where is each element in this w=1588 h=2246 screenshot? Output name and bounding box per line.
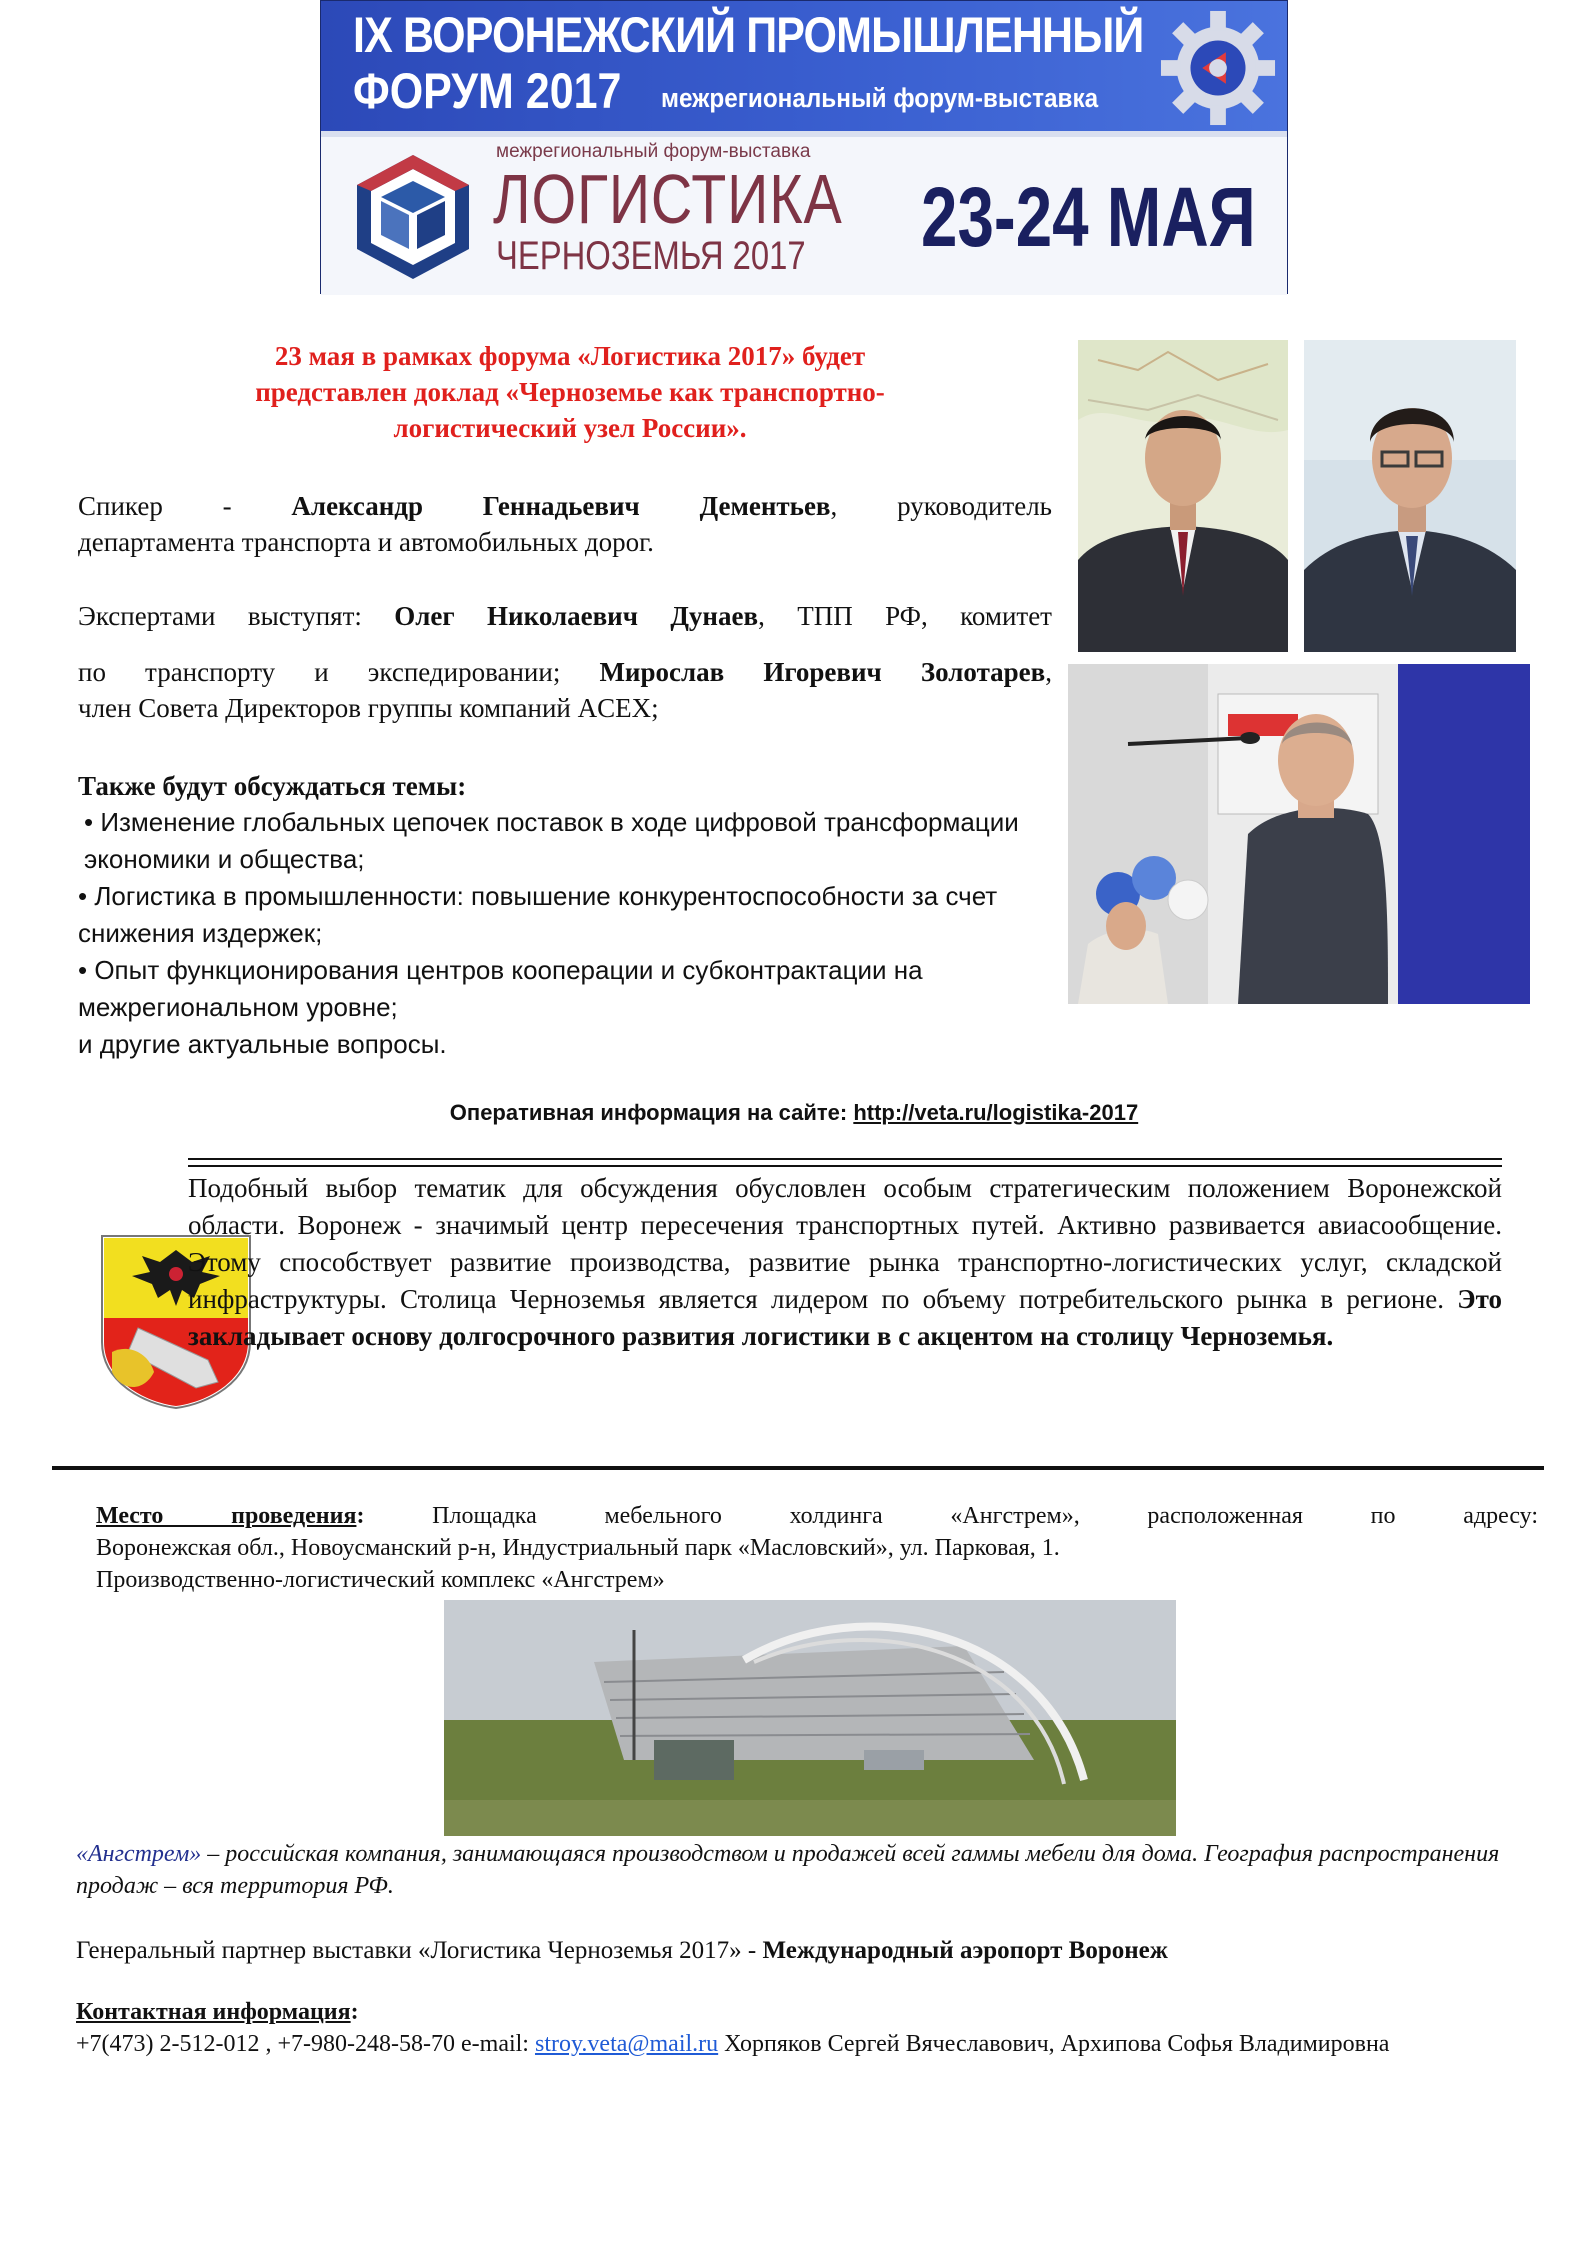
expert-name-1: Олег Николаевич Дунаев (394, 601, 759, 631)
partner-text: Генеральный партнер выставки «Логистика Черноземья 2017» - (76, 1937, 763, 1964)
venue-label: Место проведения (96, 1503, 357, 1529)
speaker-line1 (78, 488, 1052, 524)
company-description (76, 1838, 1516, 1902)
photo-speaker-at-podium (1068, 664, 1530, 1004)
venue-line2: Воронежская обл., Новоусманский р-н, Индустриальный парк «Масловский», ул. Парковая, 1. (96, 1535, 1060, 1561)
double-rule-divider (188, 1158, 1502, 1167)
company-text: – российская компания, занимающаяся производством и продажей всей гаммы мебели для дома. География распространения продаж – вся территория РФ. (76, 1841, 1500, 1899)
topic-item-1: • Изменение глобальных цепочек поставок в ходе цифровой трансформации экономики и общества; (84, 807, 1019, 874)
photo-angstrem-complex (444, 1600, 1176, 1836)
site-info-label: Оперативная информация на сайте: (449, 1100, 854, 1125)
banner-title-line1: IX ВОРОНЕЖСКИЙ ПРОМЫШЛЕННЫЙ (353, 7, 1144, 63)
banner-title-line2: ФОРУМ 2017 (353, 63, 622, 119)
experts-line1 (78, 598, 1052, 634)
company-name: «Ангстрем» (76, 1841, 202, 1867)
region-paragraph (188, 1170, 1502, 1355)
banner-logistika-title: ЛОГИСТИКА (493, 160, 843, 238)
topic-item-2: • Логистика в промышленности: повышение конкурентоспособности за счет снижения издержек; (78, 881, 998, 948)
banner-dates: 23-24 МАЯ (921, 170, 1256, 264)
contacts-persons: Хорпяков Сергей Вячеславович, Архипова Софья Владимировна (718, 2031, 1390, 2057)
experts-line2 (78, 654, 1052, 690)
forum-banner (320, 0, 1288, 294)
contacts-heading (76, 1996, 1516, 2028)
expert-name-2: Мирослав Игоревич Золотарев (599, 657, 1046, 687)
speaker-line2: департамента транспорта и автомобильных дорог. (78, 527, 654, 557)
experts-line2-pre: по транспорту и экспедировании; (78, 657, 600, 687)
speaker-suffix: , руководитель (830, 491, 1052, 521)
topics-heading-text: Также будут обсуждаться темы: (78, 771, 467, 801)
topics-heading (78, 768, 1052, 804)
venue-text1: Площадка мебельного холдинга «Ангстрем», расположенная по адресу: (364, 1503, 1538, 1529)
thick-rule-divider (52, 1466, 1544, 1470)
gear-logo-icon (1159, 9, 1277, 127)
partner-name: Международный аэропорт Воронеж (762, 1937, 1168, 1964)
speaker-prefix: Спикер - (78, 491, 292, 521)
headline-line3: логистический узел России». (393, 413, 747, 443)
topics-list (78, 804, 1058, 1063)
experts-mid: , ТПП РФ, комитет (758, 601, 1052, 631)
banner-logistika-subtitle: межрегиональный форум-выставка (496, 141, 811, 162)
venue-line3: Производственно-логистический комплекс «Ангстрем» (96, 1567, 665, 1593)
photo-speaker-dementiev (1078, 340, 1288, 652)
topics-footer: и другие актуальные вопросы. (78, 1029, 447, 1059)
site-link[interactable]: http://veta.ru/logistika-2017 (853, 1100, 1139, 1125)
contacts-details (76, 2028, 1396, 2060)
experts-prefix: Экспертами выступят: (78, 601, 395, 631)
contacts-heading-text: Контактная информация (76, 1999, 351, 2025)
logistika-cube-logo-icon (351, 151, 475, 283)
banner-chernozem-title: ЧЕРНОЗЕМЬЯ 2017 (496, 234, 806, 278)
banner-subtitle: межрегиональный форум-выставка (661, 83, 1099, 113)
region-text: Подобный выбор тематик для обсуждения обусловлен особым стратегическим положением Воронежской области. Воронеж - значимый центр пересечения транспортных путей. Активно развивается авиасообщение. Этому способствует развитие производства, развитие рынка транспортно-логистических услуг, складской инфраструктуры. Столица Черноземья является лидером по объему потребительского рынка в регионе. (188, 1173, 1502, 1314)
contacts-email-link[interactable]: stroy.veta@mail.ru (534, 2031, 719, 2057)
venue-colon: : (356, 1503, 365, 1529)
topic-item-3: • Опыт функционирования центров кооперации и субконтрактации на межрегиональном уровне; (78, 955, 923, 1022)
headline-line2: представлен доклад «Черноземье как транспортно- (255, 377, 885, 407)
photo-expert-zolotarev (1304, 340, 1516, 652)
headline (150, 338, 990, 446)
region-bold-text: Это закладывает основу долгосрочного развития логистики в с акцентом на столицу Черноземья. (188, 1284, 1502, 1351)
contacts-phones: +7(473) 2-512-012 , +7-980-248-58-70 e-mail: (76, 2031, 535, 2057)
experts-line2-post: , (1045, 657, 1052, 687)
experts-line3: член Совета Директоров группы компаний ACEX; (78, 693, 659, 723)
speaker-name: Александр Геннадьевич Дементьев (291, 491, 831, 521)
headline-line1: 23 мая в рамках форума «Логистика 2017» будет (274, 341, 866, 371)
venue-line1 (96, 1500, 1538, 1532)
site-info-line (0, 1100, 1588, 1126)
general-partner (76, 1934, 1516, 1968)
contacts-colon: : (350, 1999, 359, 2025)
